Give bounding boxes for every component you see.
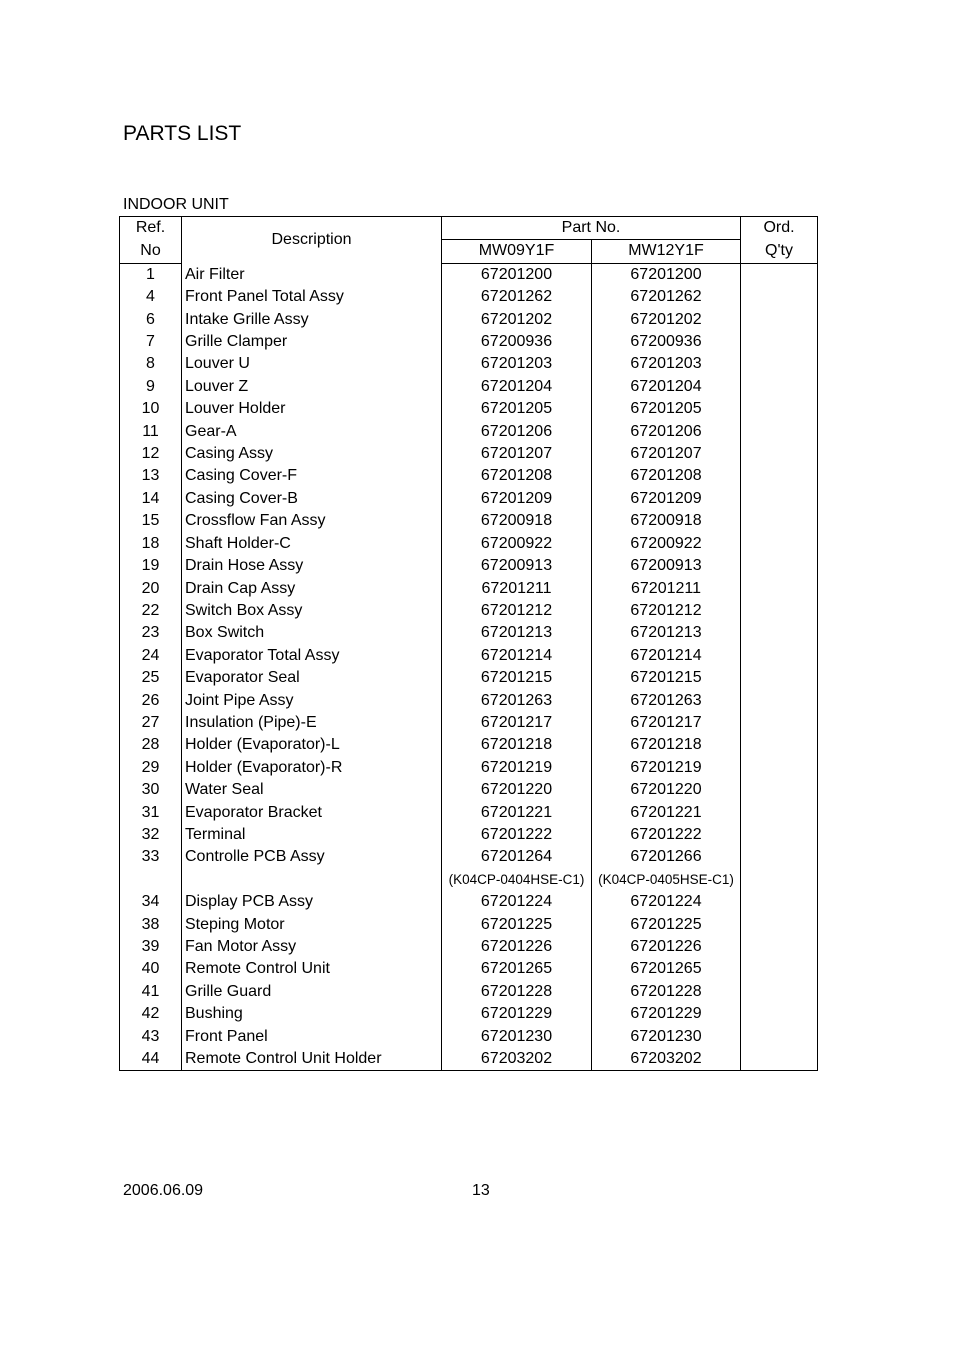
ref-no-cell: 14 — [120, 488, 182, 510]
description-cell: Intake Grille Assy — [182, 309, 442, 331]
order-qty-cell — [741, 779, 818, 801]
part-no-mw12y1f-cell: 67201266 — [592, 846, 741, 868]
table-row — [120, 914, 818, 936]
description-cell: Casing Cover-B — [182, 488, 442, 510]
table-row — [120, 734, 818, 756]
part-no-mw12y1f-cell: 67201265 — [592, 958, 741, 980]
description-cell: Joint Pipe Assy — [182, 690, 442, 712]
order-qty-cell — [741, 533, 818, 555]
order-qty-cell — [741, 331, 818, 353]
order-qty-cell — [741, 645, 818, 667]
table-row — [120, 936, 818, 958]
table-row — [120, 645, 818, 667]
part-no-mw09y1f-cell: 67200922 — [442, 533, 592, 555]
part-no-mw09y1f-cell: 67201200 — [442, 263, 592, 286]
description-cell: Louver Z — [182, 376, 442, 398]
part-no-mw12y1f-cell: 67200918 — [592, 510, 741, 532]
ref-no-cell: 23 — [120, 622, 182, 644]
part-no-mw12y1f-cell: 67201206 — [592, 421, 741, 443]
model1-header: MW09Y1F — [442, 240, 592, 263]
order-qty-cell — [741, 376, 818, 398]
part-no-mw09y1f-cell: 67201212 — [442, 600, 592, 622]
table-row — [120, 421, 818, 443]
ref-no-cell: 19 — [120, 555, 182, 577]
part-no-mw12y1f-cell: 67201229 — [592, 1003, 741, 1025]
ref-no-cell: 42 — [120, 1003, 182, 1025]
part-no-mw09y1f-cell: 67201215 — [442, 667, 592, 689]
description-header: Description — [182, 217, 442, 264]
order-qty-cell — [741, 891, 818, 913]
part-no-mw12y1f-cell: 67201221 — [592, 802, 741, 824]
part-no-mw09y1f-cell: 67201206 — [442, 421, 592, 443]
parts-table — [119, 216, 818, 1071]
table-row — [120, 846, 818, 868]
part-no-mw09y1f-cell: 67201208 — [442, 465, 592, 487]
table-row-note — [120, 869, 818, 891]
part-no-mw09y1f-cell: 67201213 — [442, 622, 592, 644]
part-no-mw09y1f-cell: 67201228 — [442, 981, 592, 1003]
ref-header-line2: No — [120, 240, 182, 263]
ref-no-cell: 18 — [120, 533, 182, 555]
ref-no-cell: 38 — [120, 914, 182, 936]
part-no-mw12y1f-cell: 67201204 — [592, 376, 741, 398]
ref-no-cell — [120, 869, 182, 891]
table-row — [120, 331, 818, 353]
part-no-mw09y1f-cell: 67201203 — [442, 353, 592, 375]
order-qty-cell — [741, 734, 818, 756]
description-cell: Air Filter — [182, 263, 442, 286]
table-row — [120, 533, 818, 555]
description-cell: Grille Guard — [182, 981, 442, 1003]
description-cell: Steping Motor — [182, 914, 442, 936]
order-qty-cell — [741, 1003, 818, 1025]
description-cell: Gear-A — [182, 421, 442, 443]
part-no-mw09y1f-cell: 67201207 — [442, 443, 592, 465]
order-qty-cell — [741, 869, 818, 891]
ref-no-cell: 28 — [120, 734, 182, 756]
ref-no-cell: 24 — [120, 645, 182, 667]
table-row — [120, 488, 818, 510]
table-row — [120, 443, 818, 465]
order-qty-cell — [741, 600, 818, 622]
part-no-mw09y1f-cell: 67203202 — [442, 1048, 592, 1071]
part-no-mw09y1f-cell: 67201217 — [442, 712, 592, 734]
description-cell: Insulation (Pipe)-E — [182, 712, 442, 734]
part-no-mw12y1f-cell: 67201226 — [592, 936, 741, 958]
part-no-mw09y1f-cell: 67201265 — [442, 958, 592, 980]
ref-no-cell: 40 — [120, 958, 182, 980]
order-qty-cell — [741, 443, 818, 465]
ref-no-cell: 43 — [120, 1026, 182, 1048]
part-no-mw09y1f-cell: 67201224 — [442, 891, 592, 913]
description-cell: Display PCB Assy — [182, 891, 442, 913]
table-row — [120, 309, 818, 331]
section-title: INDOOR UNIT — [123, 196, 229, 213]
order-qty-cell — [741, 309, 818, 331]
description-cell: Drain Cap Assy — [182, 578, 442, 600]
table-row — [120, 712, 818, 734]
part-no-mw12y1f-cell: 67201217 — [592, 712, 741, 734]
description-cell: Controlle PCB Assy — [182, 846, 442, 868]
ref-no-cell: 1 — [120, 263, 182, 286]
table-row — [120, 510, 818, 532]
footer-date: 2006.06.09 — [123, 1182, 204, 1199]
table-row — [120, 690, 818, 712]
ref-no-cell: 25 — [120, 667, 182, 689]
table-row — [120, 779, 818, 801]
table-row — [120, 398, 818, 420]
table-row — [120, 891, 818, 913]
part-no-mw09y1f-cell: 67201214 — [442, 645, 592, 667]
table-row — [120, 667, 818, 689]
ref-no-cell: 44 — [120, 1048, 182, 1071]
part-no-mw12y1f-cell: 67201218 — [592, 734, 741, 756]
ref-no-cell: 34 — [120, 891, 182, 913]
order-qty-cell — [741, 846, 818, 868]
ref-no-cell: 29 — [120, 757, 182, 779]
order-qty-cell — [741, 510, 818, 532]
qty-header-line2: Q'ty — [741, 240, 818, 263]
part-no-mw12y1f-cell: 67201219 — [592, 757, 741, 779]
table-row — [120, 263, 818, 286]
part-no-mw09y1f-cell: 67201211 — [442, 578, 592, 600]
part-no-mw12y1f-cell: 67201205 — [592, 398, 741, 420]
table-row — [120, 757, 818, 779]
table-row — [120, 555, 818, 577]
table-row — [120, 286, 818, 308]
part-no-mw12y1f-cell: 67201215 — [592, 667, 741, 689]
description-cell: Fan Motor Assy — [182, 936, 442, 958]
part-no-mw12y1f-cell: 67201230 — [592, 1026, 741, 1048]
order-qty-cell — [741, 914, 818, 936]
part-no-mw09y1f-cell: 67200936 — [442, 331, 592, 353]
description-cell: Remote Control Unit — [182, 958, 442, 980]
ref-no-cell: 13 — [120, 465, 182, 487]
part-no-mw09y1f-cell: 67200918 — [442, 510, 592, 532]
ref-no-cell: 10 — [120, 398, 182, 420]
part-no-mw12y1f-cell: 67200922 — [592, 533, 741, 555]
table-row — [120, 376, 818, 398]
table-row — [120, 1048, 818, 1071]
ref-no-cell: 7 — [120, 331, 182, 353]
part-no-mw12y1f-cell: 67201228 — [592, 981, 741, 1003]
ref-no-cell: 39 — [120, 936, 182, 958]
part-no-mw12y1f-cell: 67201212 — [592, 600, 741, 622]
part-no-mw09y1f-cell: 67201219 — [442, 757, 592, 779]
model2-header: MW12Y1F — [592, 240, 741, 263]
order-qty-cell — [741, 690, 818, 712]
part-no-mw12y1f-cell: (K04CP-0405HSE-C1) — [592, 869, 741, 891]
order-qty-cell — [741, 981, 818, 1003]
ref-header-line1: Ref. — [120, 217, 182, 240]
description-cell — [182, 869, 442, 891]
ref-no-cell: 4 — [120, 286, 182, 308]
part-no-mw09y1f-cell: 67201262 — [442, 286, 592, 308]
table-row — [120, 1026, 818, 1048]
ref-no-cell: 20 — [120, 578, 182, 600]
description-cell: Evaporator Bracket — [182, 802, 442, 824]
order-qty-cell — [741, 958, 818, 980]
part-no-mw09y1f-cell: 67201264 — [442, 846, 592, 868]
table-row — [120, 600, 818, 622]
ref-no-cell: 12 — [120, 443, 182, 465]
ref-no-cell: 26 — [120, 690, 182, 712]
part-no-mw12y1f-cell: 67201263 — [592, 690, 741, 712]
part-no-mw09y1f-cell: 67201230 — [442, 1026, 592, 1048]
part-no-mw12y1f-cell: 67203202 — [592, 1048, 741, 1071]
description-cell: Switch Box Assy — [182, 600, 442, 622]
part-no-mw09y1f-cell: 67201204 — [442, 376, 592, 398]
description-cell: Water Seal — [182, 779, 442, 801]
ref-no-cell: 27 — [120, 712, 182, 734]
part-no-mw12y1f-cell: 67201202 — [592, 309, 741, 331]
description-cell: Holder (Evaporator)-L — [182, 734, 442, 756]
part-no-mw12y1f-cell: 67201224 — [592, 891, 741, 913]
part-no-mw09y1f-cell: 67201221 — [442, 802, 592, 824]
description-cell: Casing Assy — [182, 443, 442, 465]
ref-no-cell: 6 — [120, 309, 182, 331]
part-no-mw12y1f-cell: 67201203 — [592, 353, 741, 375]
ref-no-cell: 9 — [120, 376, 182, 398]
page-number: 13 — [472, 1182, 490, 1199]
ref-no-cell: 22 — [120, 600, 182, 622]
description-cell: Drain Hose Assy — [182, 555, 442, 577]
part-no-mw12y1f-cell: 67200913 — [592, 555, 741, 577]
table-row — [120, 353, 818, 375]
description-cell: Crossflow Fan Assy — [182, 510, 442, 532]
table-row — [120, 578, 818, 600]
order-qty-cell — [741, 421, 818, 443]
part-no-mw12y1f-cell: 67201225 — [592, 914, 741, 936]
description-cell: Bushing — [182, 1003, 442, 1025]
order-qty-cell — [741, 1048, 818, 1071]
part-no-mw09y1f-cell: (K04CP-0404HSE-C1) — [442, 869, 592, 891]
part-no-mw09y1f-cell: 67201226 — [442, 936, 592, 958]
part-no-mw09y1f-cell: 67201209 — [442, 488, 592, 510]
part-no-mw12y1f-cell: 67201214 — [592, 645, 741, 667]
part-no-mw12y1f-cell: 67200936 — [592, 331, 741, 353]
page-title: PARTS LIST — [123, 122, 242, 145]
order-qty-cell — [741, 465, 818, 487]
table-row — [120, 1003, 818, 1025]
order-qty-cell — [741, 802, 818, 824]
order-qty-cell — [741, 757, 818, 779]
description-cell: Evaporator Seal — [182, 667, 442, 689]
table-row — [120, 824, 818, 846]
ref-no-cell: 8 — [120, 353, 182, 375]
part-no-mw09y1f-cell: 67201222 — [442, 824, 592, 846]
part-no-mw12y1f-cell: 67201222 — [592, 824, 741, 846]
table-row — [120, 802, 818, 824]
ref-no-cell: 30 — [120, 779, 182, 801]
table-row — [120, 981, 818, 1003]
ref-no-cell: 33 — [120, 846, 182, 868]
ref-no-cell: 41 — [120, 981, 182, 1003]
part-no-mw09y1f-cell: 67201202 — [442, 309, 592, 331]
description-cell: Evaporator Total Assy — [182, 645, 442, 667]
description-cell: Box Switch — [182, 622, 442, 644]
description-cell: Terminal — [182, 824, 442, 846]
table-row — [120, 465, 818, 487]
part-no-mw12y1f-cell: 67201213 — [592, 622, 741, 644]
part-no-mw12y1f-cell: 67201208 — [592, 465, 741, 487]
order-qty-cell — [741, 488, 818, 510]
ref-no-cell: 31 — [120, 802, 182, 824]
order-qty-cell — [741, 667, 818, 689]
description-cell: Louver Holder — [182, 398, 442, 420]
description-cell: Front Panel — [182, 1026, 442, 1048]
part-no-mw09y1f-cell: 67201220 — [442, 779, 592, 801]
part-no-header: Part No. — [442, 217, 741, 240]
part-no-mw12y1f-cell: 67201207 — [592, 443, 741, 465]
order-qty-cell — [741, 936, 818, 958]
part-no-mw09y1f-cell: 67201218 — [442, 734, 592, 756]
ref-no-cell: 32 — [120, 824, 182, 846]
order-qty-cell — [741, 622, 818, 644]
order-qty-cell — [741, 824, 818, 846]
part-no-mw09y1f-cell: 67200913 — [442, 555, 592, 577]
description-cell: Casing Cover-F — [182, 465, 442, 487]
part-no-mw12y1f-cell: 67201200 — [592, 263, 741, 286]
part-no-mw12y1f-cell: 67201211 — [592, 578, 741, 600]
part-no-mw09y1f-cell: 67201263 — [442, 690, 592, 712]
part-no-mw09y1f-cell: 67201205 — [442, 398, 592, 420]
ref-no-cell: 11 — [120, 421, 182, 443]
ref-no-cell: 15 — [120, 510, 182, 532]
order-qty-cell — [741, 1026, 818, 1048]
description-cell: Holder (Evaporator)-R — [182, 757, 442, 779]
description-cell: Grille Clamper — [182, 331, 442, 353]
description-cell: Shaft Holder-C — [182, 533, 442, 555]
table-row — [120, 622, 818, 644]
order-qty-cell — [741, 263, 818, 286]
order-qty-cell — [741, 555, 818, 577]
order-qty-cell — [741, 398, 818, 420]
order-qty-cell — [741, 712, 818, 734]
order-qty-cell — [741, 286, 818, 308]
part-no-mw09y1f-cell: 67201229 — [442, 1003, 592, 1025]
part-no-mw12y1f-cell: 67201209 — [592, 488, 741, 510]
description-cell: Remote Control Unit Holder — [182, 1048, 442, 1071]
description-cell: Front Panel Total Assy — [182, 286, 442, 308]
description-cell: Louver U — [182, 353, 442, 375]
part-no-mw12y1f-cell: 67201220 — [592, 779, 741, 801]
part-no-mw09y1f-cell: 67201225 — [442, 914, 592, 936]
qty-header-line1: Ord. — [741, 217, 818, 240]
order-qty-cell — [741, 353, 818, 375]
table-row — [120, 958, 818, 980]
order-qty-cell — [741, 578, 818, 600]
part-no-mw12y1f-cell: 67201262 — [592, 286, 741, 308]
